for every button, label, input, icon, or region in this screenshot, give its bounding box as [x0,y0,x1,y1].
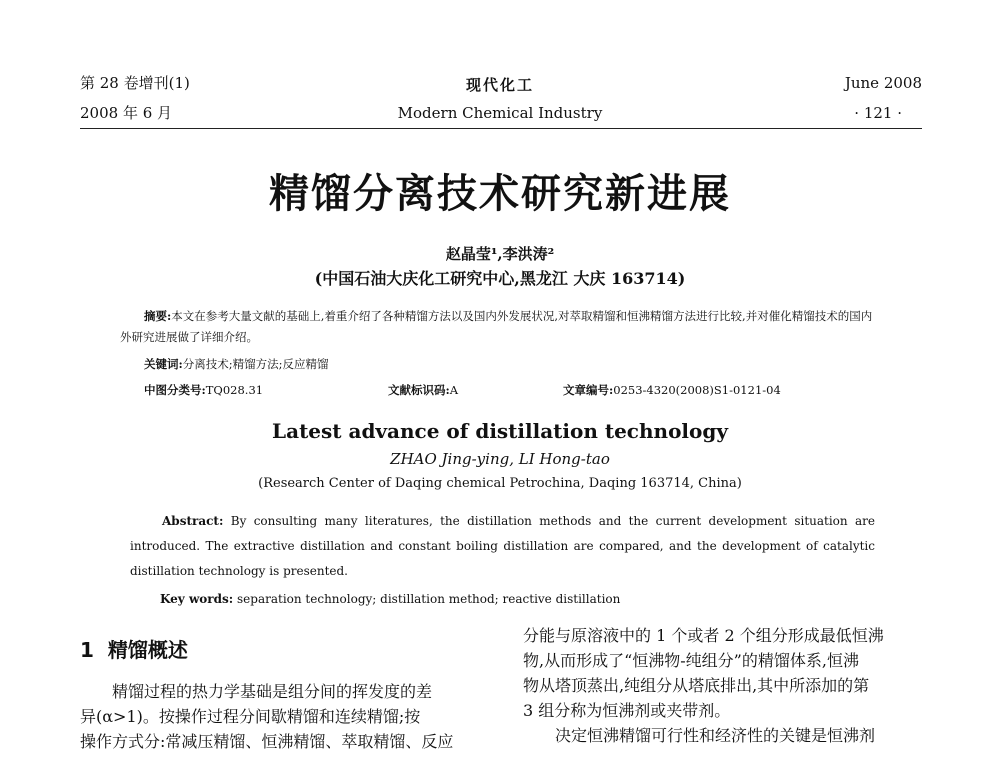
section-number: 1 [80,638,94,662]
body-line: 决定恒沸精馏可行性和经济性的关键是恒沸剂 [555,726,876,745]
journal-name-cn: 现代化工 [465,76,534,94]
keywords-cn-text: 分离技术;精馏方法;反应精馏 [182,357,329,371]
body-line: 3 组分称为恒沸剂或夹带剂。 [523,701,731,720]
abstract-cn-label: 摘要: [144,309,172,323]
doc-code-value: A [449,383,459,397]
journal-name-en: Modern Chemical Industry [397,104,603,122]
abstract-en-text: By consulting many literatures, the distillation methods and the current development situation are introduced. The extractive distillation and constant boiling distillation are compared, and the development of catalytic distillation technology is presented. [130,514,875,578]
body-line: 物从塔顶蒸出,纯组分从塔底排出,其中所添加的第 [523,676,870,695]
right-column [523,623,923,748]
authors-en: ZHAO Jing-ying, LI Hong-tao [390,450,610,468]
affiliation-cn: (中国石油大庆化工研究中心,黑龙江 大庆 163714) [314,269,686,288]
left-column [80,679,480,754]
keywords-en-text: separation technology; distillation method; reactive distillation [237,592,621,606]
section-heading [80,637,202,663]
abstract-cn-text: 本文在参考大量文献的基础上,着重介绍了各种精馏方法以及国内外发展状况,对萃取精馏和恒沸精馏方法进行比较,并对催化精馏技术的国内外研究进展做了详细介绍。 [120,309,873,344]
keywords-en-label: Key words: [160,592,234,606]
article-number [563,381,781,399]
doc-code-label: 文献标识码: [388,383,450,397]
section-title: 精馏概述 [107,638,188,662]
paper-title-en: Latest advance of distillation technology [272,419,728,443]
body-line: 物,从而形成了“恒沸物-纯组分”的精馏体系,恒沸 [523,651,859,670]
abstract-en [130,509,875,584]
abstract-cn [120,306,880,348]
article-no-value: 0253-4320(2008)S1-0121-04 [613,383,781,397]
authors-cn: 赵晶莹¹,李洪涛² [445,245,555,263]
body-line: 精馏过程的热力学基础是组分间的挥发度的差 [112,682,433,701]
article-no-label: 文章编号: [563,383,614,397]
issue-date-en: June 2008 [844,74,922,92]
header-rule [80,128,922,129]
paper-title-cn: 精馏分离技术研究新进展 [269,170,731,217]
affiliation-en: (Research Center of Daqing chemical Petrochina, Daqing 163714, China) [258,476,742,491]
classification-label: 中图分类号: [144,383,206,397]
keywords-cn [144,355,329,373]
keywords-en [160,590,620,608]
abstract-en-label: Abstract: [162,514,224,528]
document-code [388,381,458,399]
keywords-cn-label: 关键词: [144,357,183,371]
volume-label: 第 28 卷增刊(1) [80,74,190,92]
page-number: · 121 · [854,104,902,122]
issue-date-cn: 2008 年 6 月 [80,104,173,122]
body-line: 分能与原溶液中的 1 个或者 2 个组分形成最低恒沸 [523,626,884,645]
body-line: 操作方式分:常减压精馏、恒沸精馏、萃取精馏、反应 [80,732,454,751]
classification-number [144,381,263,399]
classification-value: TQ028.31 [205,383,264,397]
body-line: 异(α>1)。按操作过程分间歇精馏和连续精馏;按 [80,707,421,726]
